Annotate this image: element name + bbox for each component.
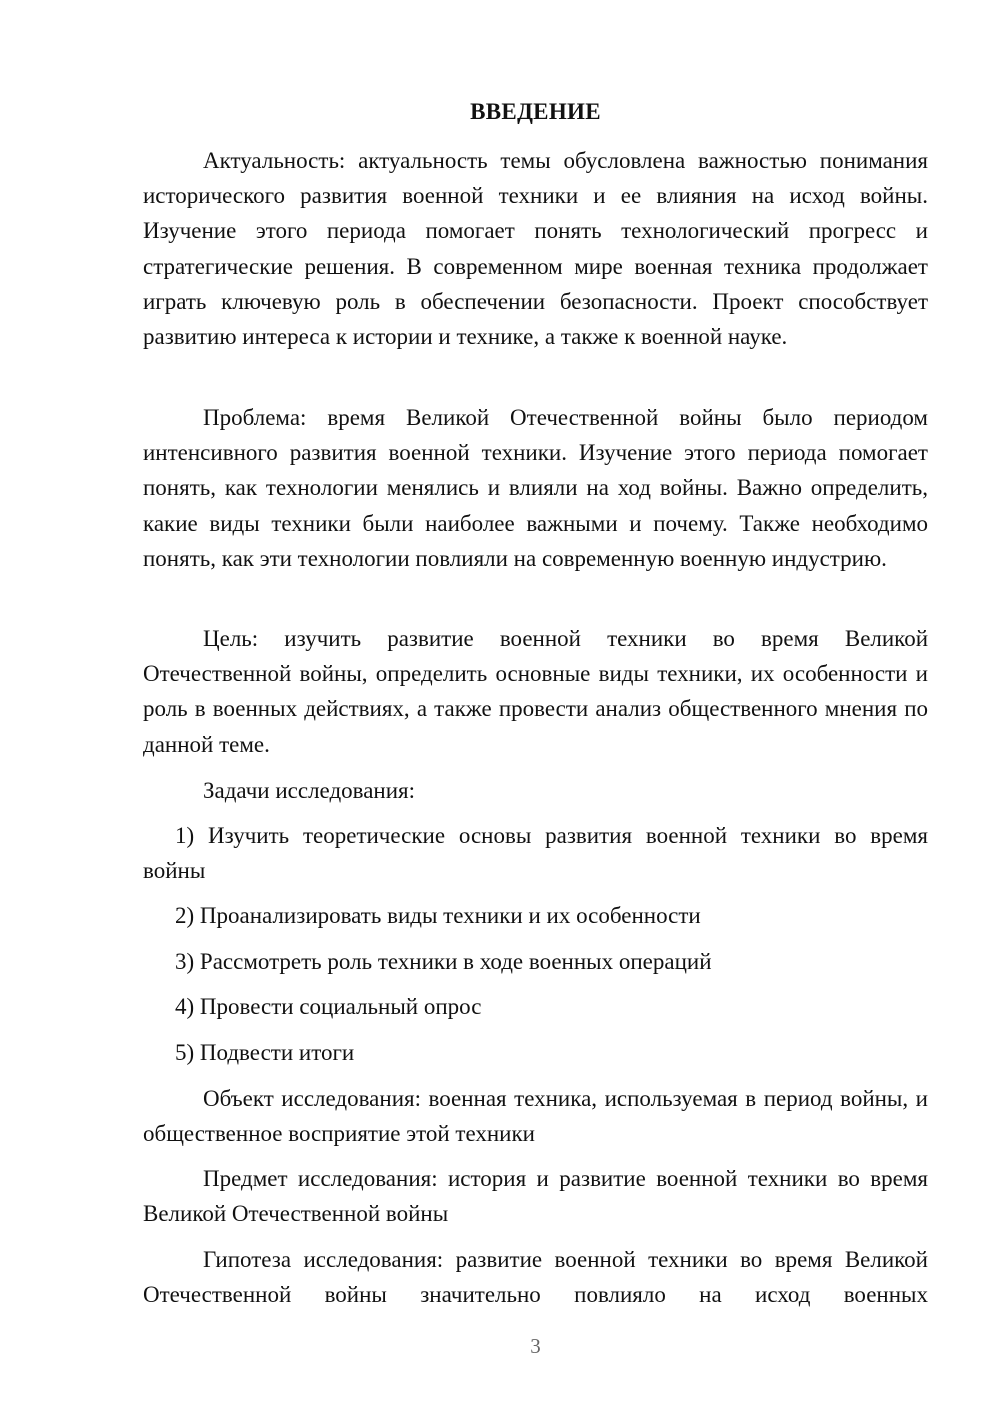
relevance-paragraph: Актуальность: актуальность темы обусловлена важностью понимания исторического развития военной техники и ее влияния на исход войны. Изучение этого периода помогает понять технологический прогресс и стратегические решения. В современном мире военная техника продолжает играть ключевую роль в обеспечении безопасности. Проект способствует развитию интереса к истории и технике, а также к военной науке. bbox=[143, 148, 928, 350]
tasks-title: Задачи исследования: bbox=[203, 778, 416, 803]
subject-paragraph: Предмет исследования: история и развитие военной техники во время Великой Отечественной войны bbox=[143, 1166, 928, 1227]
task-item-1: 1) Изучить теоретические основы развития военной техники во время войны bbox=[143, 823, 928, 884]
task-item-5: 5) Подвести итоги bbox=[175, 1040, 355, 1065]
object-paragraph: Объект исследования: военная техника, используемая в период войны, и общественное восприятие этой техники bbox=[143, 1086, 928, 1147]
task-item-2: 2) Проанализировать виды техники и их особенности bbox=[175, 903, 701, 928]
hypothesis-paragraph: Гипотеза исследования: развитие военной техники во время Великой Отечественной войны значительно повлияло на исход военных bbox=[143, 1247, 928, 1308]
task-item-3: 3) Рассмотреть роль техники в ходе военных операций bbox=[175, 949, 712, 974]
page-number: 3 bbox=[530, 1334, 541, 1358]
page-title: ВВЕДЕНИЕ bbox=[470, 99, 601, 124]
problem-paragraph: Проблема: время Великой Отечественной войны было периодом интенсивного развития военной техники. Изучение этого периода помогает понять, как технологии менялись и влияли на ход войны. Важно определить, какие виды техники были наиболее важными и почему. Также необходимо понять, как эти технологии повлияли на современную военную индустрию. bbox=[143, 405, 928, 571]
goal-paragraph: Цель: изучить развитие военной техники во время Великой Отечественной войны, определить основные виды техники, их особенности и роль в военных действиях, а также провести анализ общественного мнения по данной теме. bbox=[143, 626, 928, 757]
task-item-4: 4) Провести социальный опрос bbox=[175, 994, 482, 1019]
